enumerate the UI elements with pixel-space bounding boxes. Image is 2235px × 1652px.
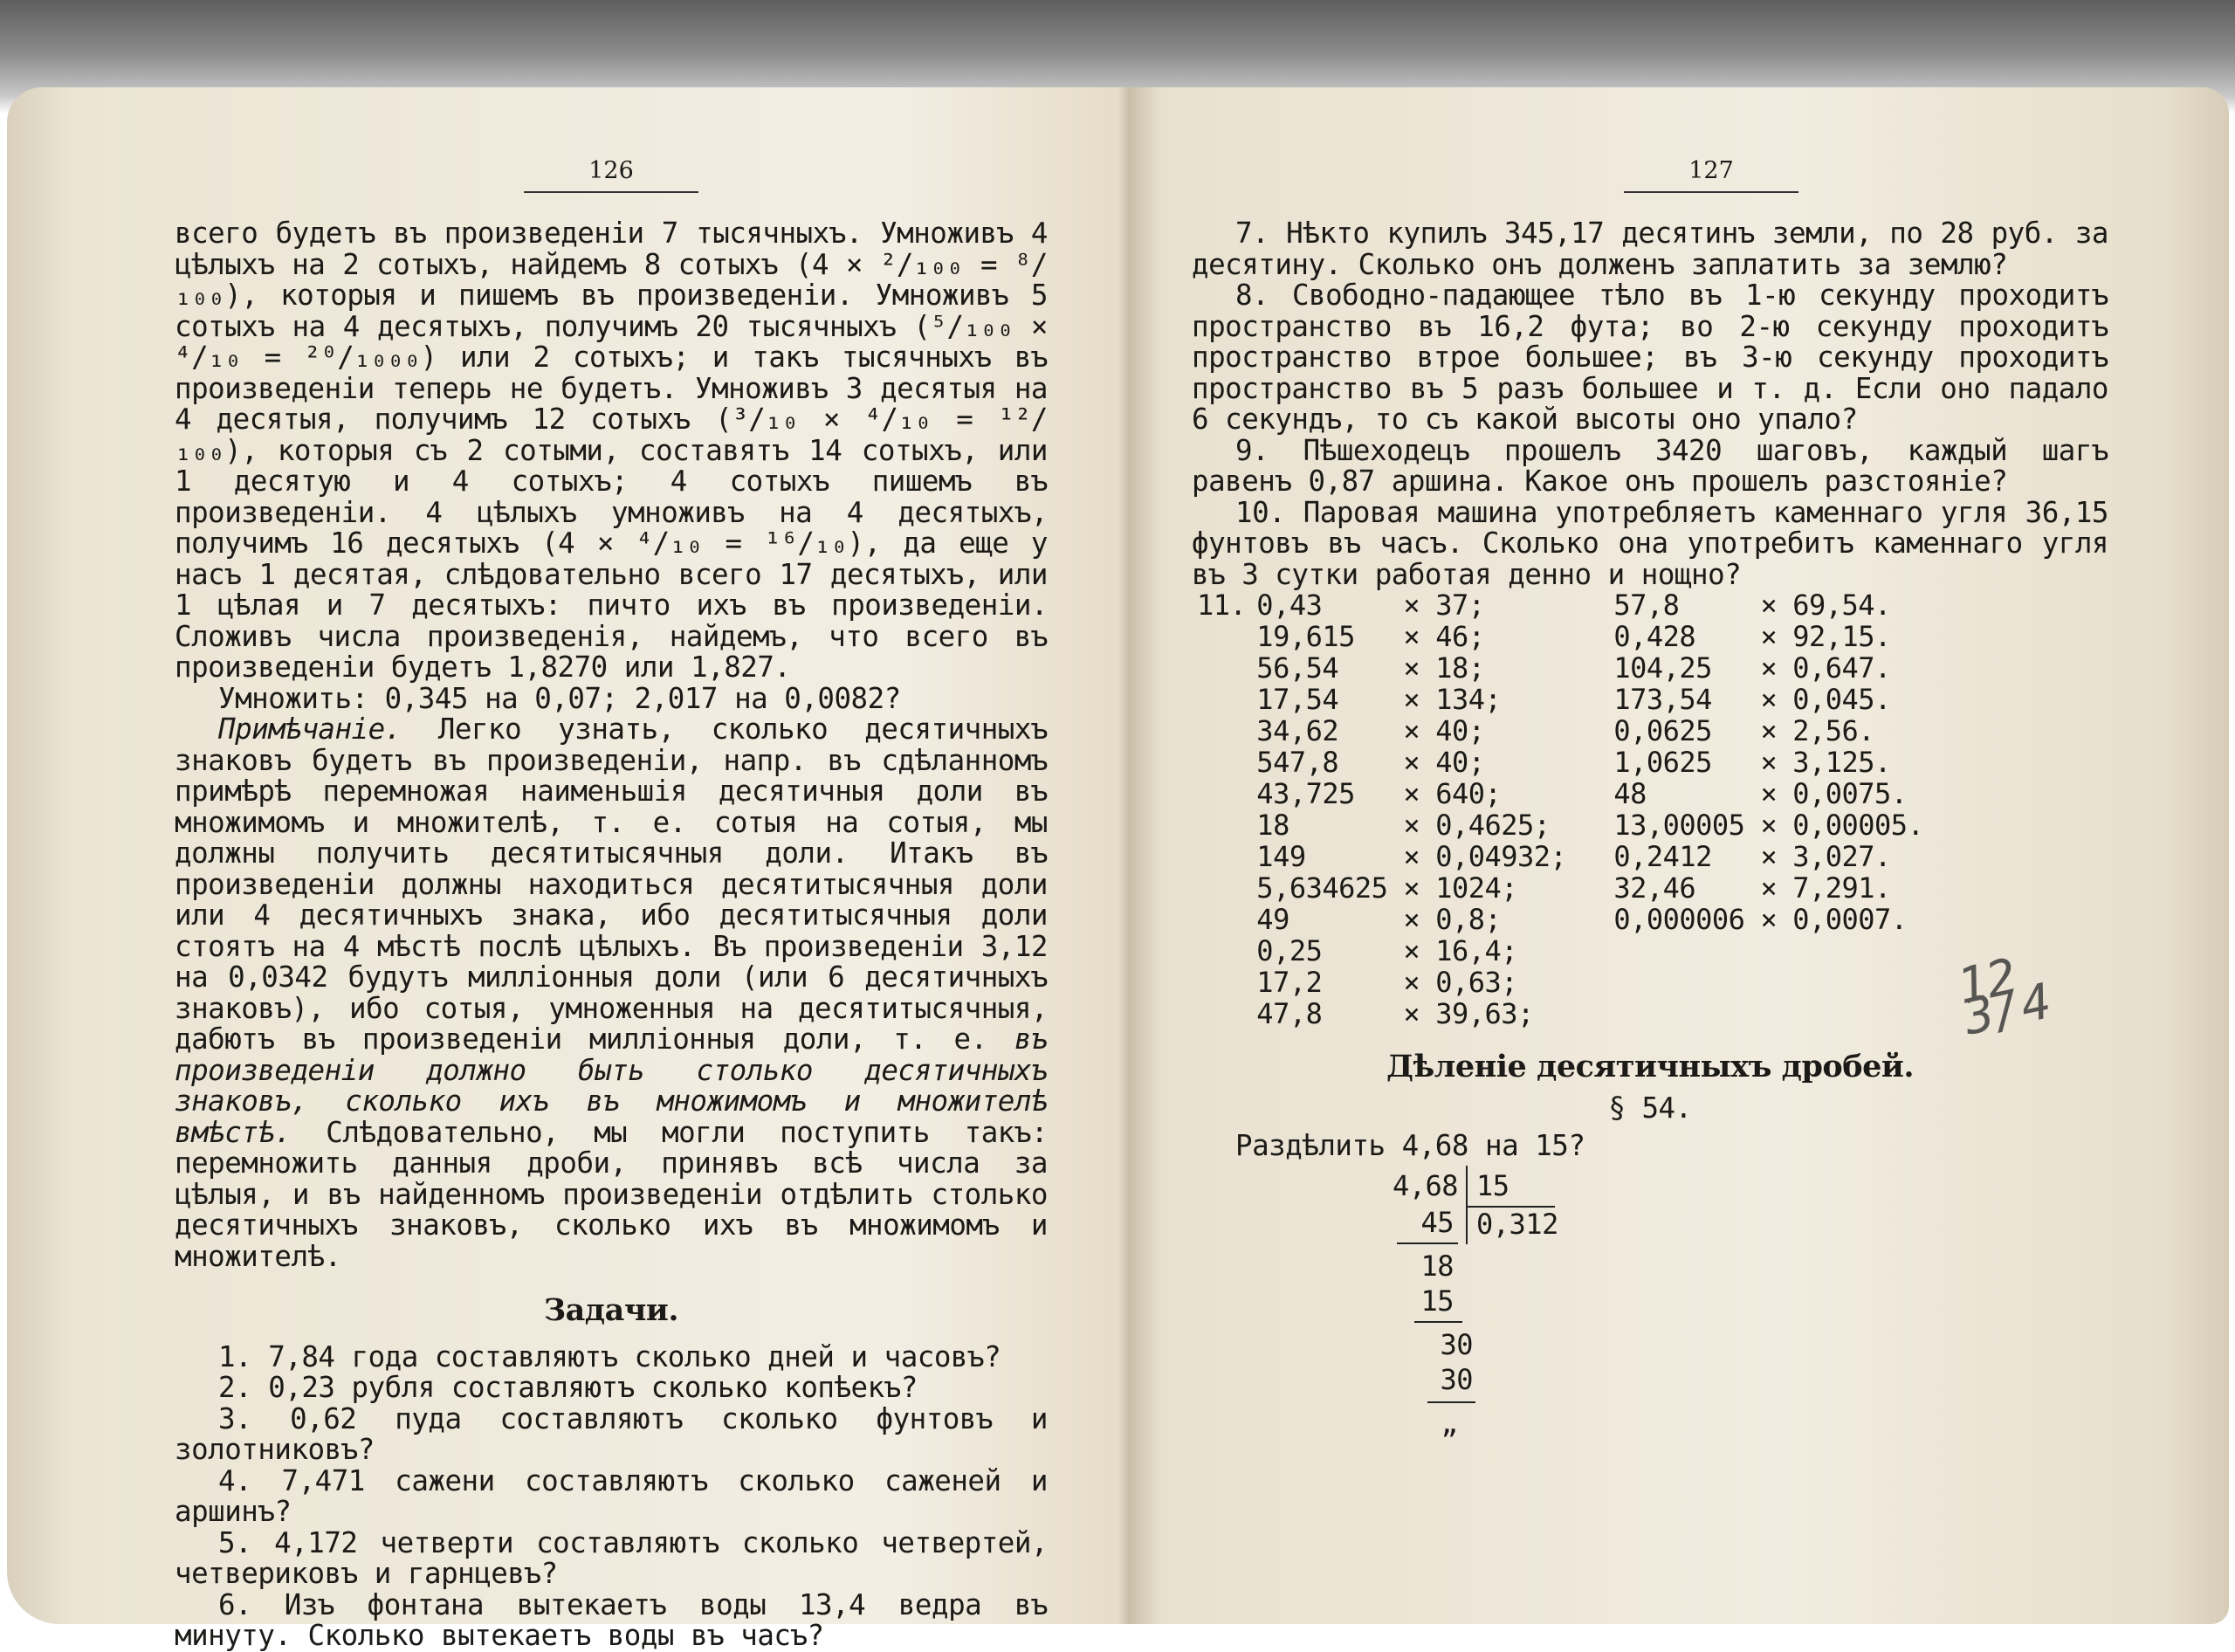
rule-line [1427,1401,1475,1403]
multiplier: 16,4; [1435,934,1518,968]
column-gap [1571,622,1608,653]
multiplier: 0,045. [1792,683,1891,717]
problem-item: 10. Паровая машина употребляетъ каменнаго угля 36,15 фунтовъ въ часъ. Сколько она употребитъ каменнаго угля въ 3 сутки работая денно и нощно? [1192,495,2108,591]
multiplier: 92,15. [1792,620,1891,654]
exercise-row [1192,873,1929,905]
multiplicand: 34,62 [1256,714,1339,748]
remainder: 30 [1440,1327,1473,1361]
task-item: 4. 7,471 сажени составляютъ сколько саженей и аршинъ? [175,1463,1048,1528]
long-division [1192,1168,2108,1459]
multiplication-exercises-table [1192,590,1929,1030]
times-icon: × [1403,777,1420,811]
multiplier: 0,4625; [1435,809,1551,843]
exercise-row [1192,905,1929,936]
multiplicand: 47,8 [1256,997,1323,1031]
exercise-label [1192,936,1251,967]
multiplicand: 49 [1256,903,1289,937]
exercise-label [1192,716,1251,747]
times-icon: × [1403,934,1420,968]
page-number-left: 126 [524,157,698,193]
section-number: § 54. [1608,1091,1692,1125]
exercise-row [1192,747,1929,779]
subtrahend: 15 [1420,1284,1454,1318]
multiplier: 134; [1435,683,1502,717]
exercise-row [1192,622,1929,653]
column-gap [1571,842,1608,873]
multiplicand: 1,0625 [1613,746,1712,780]
exercise-row [1192,685,1929,716]
problem-item: 8. Свободно-падающее тѣло въ 1-ю секунду проходитъ пространство въ 16,2 фута; во 2-ю секунду проходитъ пространство втрое большее; въ 3-ю секунду проходитъ пространство въ 5 разъ большее и т. д. Если оно падало 6 секундъ, то съ какой высоты оно упало? [1192,279,2108,436]
multiplicand: 32,46 [1613,871,1696,905]
problem-item: 7. Нѣкто купилъ 345,17 десятинъ земли, по 28 руб. за десятину. Сколько онъ долженъ заплатить за землю? [1192,217,2108,281]
multiplicand: 43,725 [1256,777,1355,811]
exercise-row [1192,779,1929,810]
exercise-row [1192,653,1929,685]
task-item: 6. Изъ фонтана вытекаетъ воды 13,4 ведра въ минуту. Сколько вытекаетъ воды въ часъ? [175,1587,1048,1652]
note-paragraph [175,714,1048,1272]
multiplier: 18; [1435,651,1485,685]
column-gap [1571,590,1608,622]
exercise-label [1192,842,1251,873]
times-icon: × [1403,746,1420,780]
multiplier: 0,647. [1792,651,1891,685]
paragraph: всего будетъ въ произведенiи 7 тысячныхъ. Умноживъ 4 цѣлыхъ на 2 сотыхъ, найдемъ 8 сотыхъ (4 × ²/₁₀₀ = ⁸/₁₀₀), которыя и пишемъ въ произведенiи. Умноживъ 5 сотыхъ на 4 десятыхъ, получимъ 20 тысячныхъ (⁵/₁₀₀ × ⁴/₁₀ = ²⁰/₁₀₀₀) или 2 сотыхъ; и такъ тысячныхъ въ произведенiи теперь не будетъ. Умноживъ 3 десятыя на 4 десятыя, получимъ 12 сотыхъ (³/₁₀ × ⁴/₁₀ = ¹²/₁₀₀), которыя съ 2 сотыми, составятъ 14 сотыхъ, или 1 десятую и 4 сотыхъ; 4 сотыхъ пишемъ въ произведенiи. 4 цѣлыхъ умноживъ на 4 десятыхъ, получимъ 16 десятыхъ (4 × ⁴/₁₀ = ¹⁶/₁₀), да еще у насъ 1 десятая, слѣдовательно всего 17 десятыхъ, или 1 цѣлая и 7 десятыхъ: пичто ихъ въ произведенiи. Сложивъ числа произведенiя, найдемъ, что всего въ произведенiи будетъ 1,8270 или 1,827. [175,217,1048,684]
column-gap [1571,967,1608,999]
subtrahend: 45 [1420,1205,1454,1239]
times-icon: × [1403,903,1420,937]
multiplicand: 5,634625 [1256,871,1388,905]
multiplicand: 17,2 [1256,966,1323,1000]
section-title-division: Дѣленiе десятичныхъ дробей. [1386,1049,1915,1084]
multiplicand: 18 [1256,809,1289,843]
left-page [70,96,1074,1652]
multiplier: 1024; [1435,871,1518,905]
note-text: Слѣдовательно, мы могли поступить такъ: перемножить данныя дроби, принявъ всѣ числа за цѣлыя, и въ найденномъ произведенiи отдѣлить столько десятичныхъ знаковъ, сколько ихъ въ множимомъ и множителѣ. [175,1115,1048,1273]
multiplier: 640; [1435,777,1502,811]
note-text: Легко узнать, сколько десятичныхъ знаковъ будетъ въ произведенiи, напр. въ сдѣланномъ примѣрѣ перемножая наименьшiя десятичныя доли въ множимомъ и множителѣ, т. е. сотыя на сотыя, мы должны получить десятитысячныя доли. Итакъ въ произведенiи должны находиться десятитысячныя доли или 4 десятичныхъ знака, ибо десятитысячныя доли стоятъ на 4 мѣстѣ послѣ цѣлыхъ. Въ произведенiи 3,12 на 0,0342 будутъ милліонныя доли (или 6 десятичныхъ знаковъ), ибо сотыя, умноженныя на десятитысячныя, дабютъ въ произведенiи милліонныя доли, т. е. [175,712,1048,1056]
column-gap [1571,747,1608,779]
times-icon: × [1760,777,1778,811]
multiplicand: 0,2412 [1613,840,1712,874]
multiplier: 3,027. [1792,840,1891,874]
right-page-text [1192,218,2108,1459]
exercise-label [1192,905,1251,936]
exercise-row [1192,936,1929,967]
times-icon: × [1760,620,1778,654]
multiplier: 7,291. [1792,871,1891,905]
times-icon: × [1403,809,1420,843]
multiplicand: 56,54 [1256,651,1339,685]
task-item: 1. 7,84 года составляютъ сколько дней и часовъ? [218,1339,1001,1373]
exercise-row [1192,810,1929,842]
column-gap [1571,999,1608,1030]
exercise-label [1192,653,1251,685]
exercise-label: 11. [1197,589,1247,623]
handwritten-note: 12 3/4 [1952,947,2056,1047]
exercise-label [1192,779,1251,810]
multiplicand: 0,428 [1613,620,1696,654]
times-icon: × [1403,589,1420,623]
exercise-label [1192,810,1251,842]
exercise-row [1192,590,1929,622]
multiplier: 0,8; [1435,903,1502,937]
exercise-row [1192,716,1929,747]
multiplier: 46; [1435,620,1485,654]
times-icon: × [1760,871,1778,905]
multiplicand: 104,25 [1613,651,1712,685]
exercise-row [1192,999,1929,1030]
tasks-title: Задачи. [543,1292,679,1328]
times-icon: × [1403,683,1420,717]
exercise-label [1192,967,1251,999]
division-vertical-line [1466,1166,1468,1244]
rule-line [1414,1321,1462,1323]
right-page [1126,96,2139,1580]
multiplicand: 149 [1256,840,1306,874]
multiplicand: 17,54 [1256,683,1339,717]
times-icon: × [1760,651,1778,685]
multiplier: 0,63; [1435,966,1518,1000]
multiplicand: 48 [1613,777,1647,811]
times-icon: × [1760,809,1778,843]
task-item: 3. 0,62 пуда составляютъ сколько фунтовъ и золотниковъ? [175,1401,1048,1466]
times-icon: × [1760,714,1778,748]
division-prompt: Раздѣлить 4,68 на 15? [1235,1129,1585,1162]
exercise-row [1192,842,1929,873]
times-icon: × [1760,746,1778,780]
note-italic-rule: въ произведенiи должно быть столько десятичныхъ знаковъ, сколько ихъ въ множимомъ и множителѣ вмѣстѣ. [175,1022,1048,1149]
column-gap [1571,653,1608,685]
times-icon: × [1403,871,1420,905]
problem-item: 9. Пѣшеходецъ прошелъ 3420 шаговъ, каждый шагъ равенъ 0,87 аршина. Какое онъ прошелъ разстоянiе? [1192,433,2108,498]
rule-line [1397,1242,1458,1244]
paragraph: Умножить: 0,345 на 0,07; 2,017 на 0,0082? [218,681,901,715]
times-icon: × [1403,840,1420,874]
column-gap [1571,905,1608,936]
multiplier: 0,0075. [1792,777,1908,811]
multiplicand: 57,8 [1613,589,1680,623]
divisor: 15 [1476,1168,1509,1202]
exercise-label [1192,873,1251,905]
multiplier: 69,54. [1792,589,1891,623]
subtrahend: 30 [1440,1362,1473,1396]
times-icon: × [1403,966,1420,1000]
multiplicand: 0,000006 [1613,903,1745,937]
times-icon: × [1760,683,1778,717]
column-gap [1571,810,1608,842]
multiplicand: 0,0625 [1613,714,1712,748]
note-label: Примѣчанiе. [218,712,402,746]
multiplier: 0,0007. [1792,903,1908,937]
tasks-list [175,1339,1048,1652]
multiplicand: 173,54 [1613,683,1712,717]
times-icon: × [1403,651,1420,685]
times-icon: × [1760,903,1778,937]
exercise-row [1192,967,1929,999]
multiplier: 2,56. [1792,714,1875,748]
multiplicand: 19,615 [1256,620,1355,654]
column-gap [1571,685,1608,716]
page-number-right: 127 [1624,157,1798,193]
column-gap [1571,873,1608,905]
exercise-label [1192,622,1251,653]
times-icon: × [1403,620,1420,654]
column-gap [1571,779,1608,810]
dividend: 4,68 [1393,1168,1459,1202]
times-icon: × [1760,840,1778,874]
times-icon: × [1403,997,1420,1031]
column-gap [1571,936,1608,967]
division-end-mark: „ [1441,1406,1458,1440]
multiplier: 39,63; [1435,997,1534,1031]
multiplier: 40; [1435,746,1485,780]
column-gap [1571,716,1608,747]
exercise-label [1192,747,1251,779]
times-icon: × [1403,714,1420,748]
task-item: 2. 0,23 рубля составляютъ сколько копѣекъ? [218,1371,918,1404]
multiplier: 40; [1435,714,1485,748]
multiplier: 0,00005. [1792,809,1924,843]
task-item: 5. 4,172 четверти составляютъ сколько четвертей, четвериковъ и гарнцевъ? [175,1525,1048,1590]
times-icon: × [1760,589,1778,623]
multiplier: 3,125. [1792,746,1891,780]
quotient: 0,312 [1476,1207,1558,1241]
multiplicand: 0,25 [1256,934,1323,968]
exercise-label [1192,999,1251,1030]
exercise-block [1192,589,2108,1047]
multiplicand: 13,00005 [1613,809,1745,843]
multiplicand: 0,43 [1256,589,1323,623]
exercise-label [1192,685,1251,716]
multiplicand: 547,8 [1256,746,1339,780]
multiplier: 0,04932; [1435,840,1567,874]
multiplier: 37; [1435,589,1485,623]
left-page-text [175,218,1048,1652]
remainder: 18 [1420,1249,1454,1283]
